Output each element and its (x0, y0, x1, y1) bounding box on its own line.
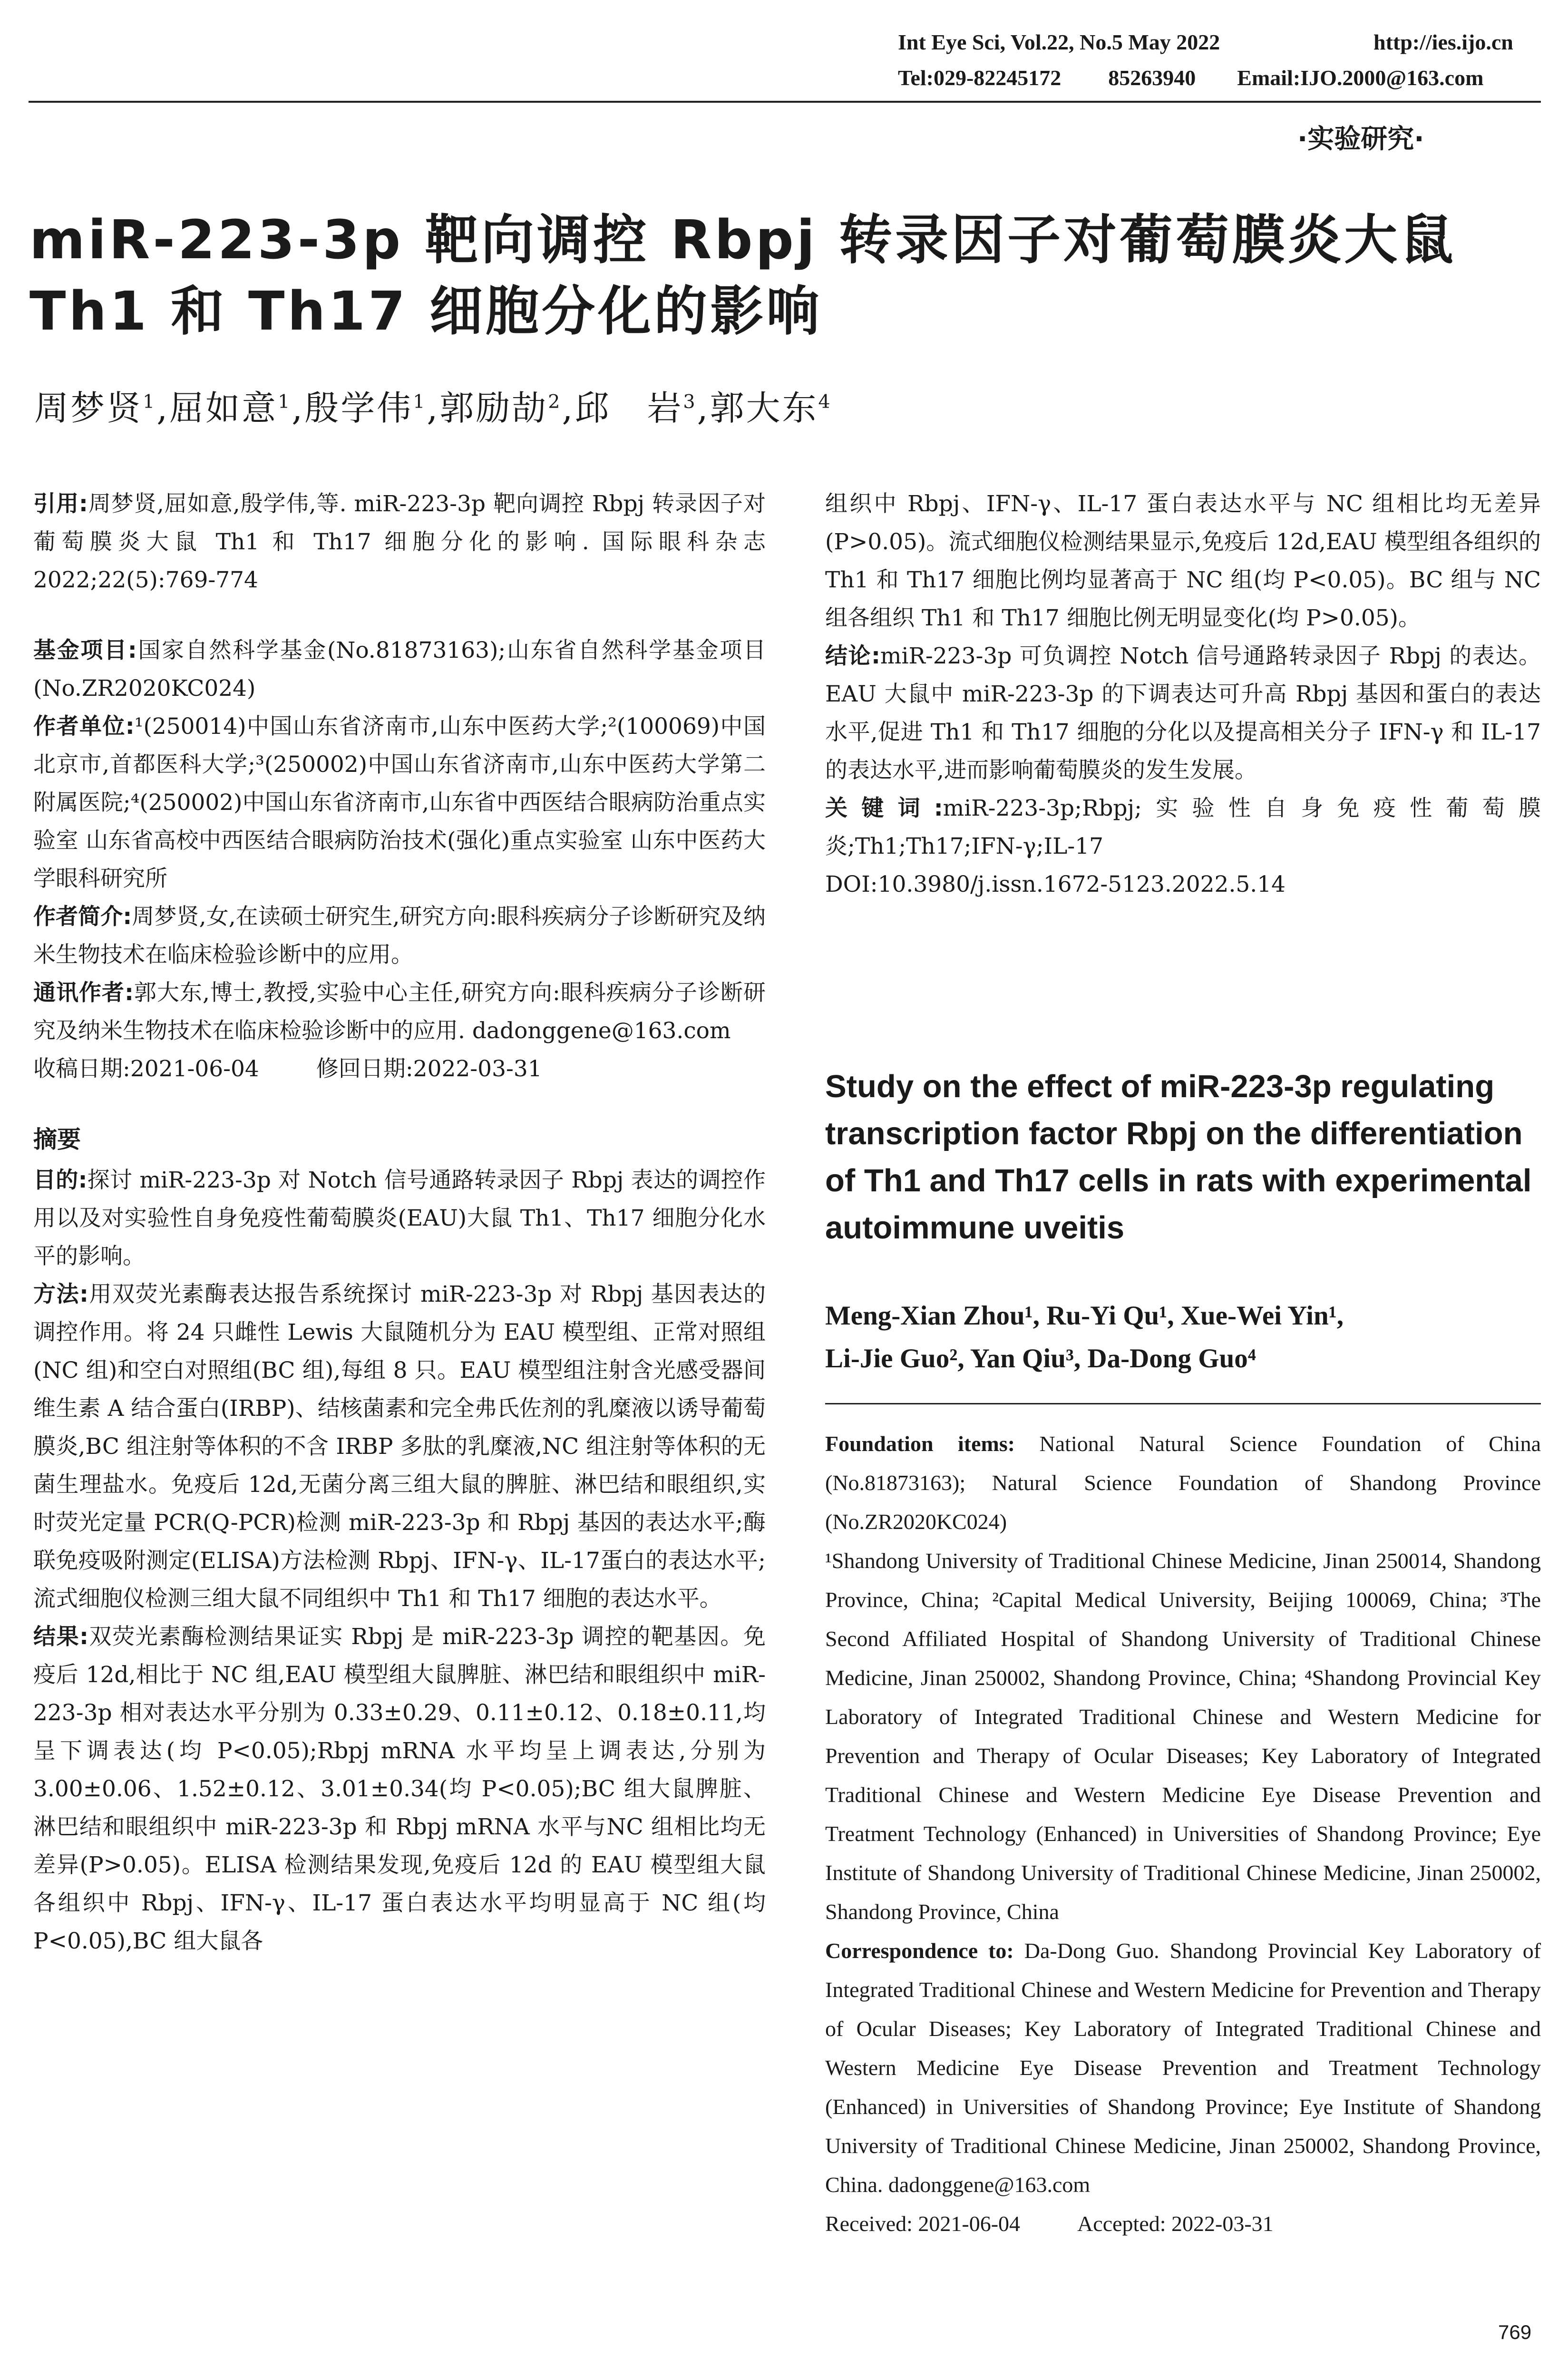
keywords-text: miR-223-3p;Rbpj;实验性自身免疫性葡萄膜炎;Th1;Th17;IFN-γ;IL-17 (825, 795, 1541, 859)
author-affiliation-mark: 1 (413, 391, 427, 413)
left-column (33, 485, 766, 1960)
foundation-text: National Natural Science Foundation of China (No.81873163); Natural Science Foundation of Shandong Province (No.ZR2020KC024) (825, 1432, 1541, 1534)
title-line-2: Th1 和 Th17 细胞分化的影响 (29, 281, 823, 342)
corresponding-text: 郭大东,博士,教授,实验中心主任,研究方向:眼科疾病分子诊断研究及纳米生物技术在临床检验诊断中的应用. dadonggene@163.com (33, 980, 766, 1044)
revised-date: 2022-03-31 (413, 1056, 542, 1082)
article-title (29, 205, 1542, 347)
bio-block (33, 898, 766, 974)
author: 殷学伟 (304, 388, 413, 428)
revised-label: 修回日期: (316, 1056, 413, 1082)
english-authors-line-1: Meng-Xian Zhou¹, Ru-Yi Qu¹, Xue-Wei Yin¹, (825, 1301, 1344, 1331)
fund-block (33, 632, 766, 708)
author-affiliation-mark: 3 (683, 391, 697, 413)
citation-block (33, 485, 766, 599)
unit-block (33, 708, 766, 898)
corresponding-block (33, 974, 766, 1050)
objective-block (33, 1161, 766, 1276)
fund-text: 国家自然科学基金(No.81873163);山东省自然科学基金项目(No.ZR2020KC024) (33, 637, 766, 701)
journal-header (898, 29, 1220, 55)
foundation-block (825, 1424, 1541, 1541)
unit-label: 作者单位: (33, 713, 135, 740)
received-label-en: Received: (825, 2211, 913, 2236)
conclusion-label: 结论: (825, 643, 880, 669)
journal-contact (898, 65, 1483, 90)
author-affiliation-mark: 2 (548, 391, 562, 413)
methods-text: 用双荧光素酶表达报告系统探讨 miR-223-3p 对 Rbpj 基因表达的调控作用。将 24 只雌性 Lewis 大鼠随机分为 EAU 模型组、正常对照组(NC 组)和空白对照组(BC 组),每组 8 只。EAU 模型组注射含光感受器间维生素 A 结合蛋白(IRBP)、结核菌素和完全弗氏佐剂的乳糜液以诱导葡萄膜炎,BC 组注射等体积的不含 IRBP 多肽的乳糜液,NC 组注射等体积的无菌生理盐水。免疫后 12d,无菌分离三组大鼠的脾脏、淋巴结和眼组织,实时荧光定量 PCR(Q-PCR)检测 miR-223-3p 和 Rbpj 基因的表达水平;酶联免疫吸附测定(ELISA)方法检测 Rbpj、IFN-γ、IL-17蛋白的表达水平;流式细胞仪检测三组大鼠不同组织中 Th1 和 Th17 细胞的表达水平。 (33, 1281, 766, 1612)
journal-tel: Tel:029-82245172 (898, 66, 1062, 90)
section-tag: ·实验研究· (1297, 124, 1424, 155)
right-column (825, 485, 1541, 904)
methods-label: 方法: (33, 1281, 88, 1307)
fund-label: 基金项目: (33, 637, 137, 663)
bio-label: 作者简介: (33, 904, 132, 930)
author: 周梦贤 (34, 388, 143, 428)
keywords-block (825, 789, 1541, 866)
page-number: 769 (1498, 2321, 1532, 2343)
header-rule (29, 101, 1541, 103)
correspondence-label: Correspondence to: (825, 1939, 1014, 1963)
journal-citation: Int Eye Sci, Vol.22, No.5 May 2022 (898, 30, 1220, 54)
english-dates (825, 2204, 1541, 2243)
journal-email[interactable]: Email:IJO.2000@163.com (1237, 66, 1484, 90)
journal-tel2: 85263940 (1108, 66, 1196, 90)
author: 屈如意 (169, 388, 278, 428)
citation-text: 周梦贤,屈如意,殷学伟,等. miR-223-3p 靶向调控 Rbpj 转录因子对葡萄膜炎大鼠 Th1 和 Th17 细胞分化的影响. 国际眼科杂志 2022;22(5):769-774 (33, 491, 766, 593)
conclusion-block (825, 637, 1541, 789)
results-continued: 组织中 Rbpj、IFN-γ、IL-17 蛋白表达水平与 NC 组相比均无差异(P>0.05)。流式细胞仪检测结果显示,免疫后 12d,EAU 模型组各组织的 Th1 和 Th17 细胞比例均显著高于 NC 组(均 P<0.05)。BC 组与 NC 组各组织 Th1 和 Th17 细胞比例无明显变化(均 P>0.05)。 (825, 491, 1541, 631)
unit-text: ¹(250014)中国山东省济南市,山东中医药大学;²(100069)中国北京市,首都医科大学;³(250002)中国山东省济南市,山东中医药大学第二附属医院;⁴(250002)中国山东省济南市,山东省中西医结合眼病防治重点实验室 山东省高校中西医结合眼病防治技术(强化)重点实验室 山东中医药大学眼科研究所 (33, 713, 766, 892)
english-title: Study on the effect of miR-223-3p regulating transcription factor Rbpj on the differentiation of Th1 and Th17 cells in rats with experimental autoimmune uveitis (825, 1069, 1532, 1246)
author-affiliation-mark: 1 (143, 391, 157, 413)
results-block (33, 1618, 766, 1960)
author: 邱 岩 (575, 388, 683, 428)
author-affiliation-mark: 1 (278, 391, 292, 413)
affiliations: ¹Shandong University of Traditional Chinese Medicine, Jinan 250014, Shandong Province, China; ²Capital Medical University, Beijing 100069, China; ³The Second Affiliated Hospital of Shandong University of Traditional Chinese Medicine, Jinan 250002, Shandong Province, China; ⁴Shandong Provincial Key Laboratory of Integrated Traditional Chinese and Western Medicine for Prevention and Therapy of Ocular Diseases; Key Laboratory of Integrated Traditional Chinese and Western Medicine Eye Disease Prevention and Treatment Technology (Enhanced) in Universities of Shandong Province; Eye Institute of Shandong University of Traditional Chinese Medicine, Jinan 250002, Shandong Province, China (825, 1549, 1541, 1924)
received-date: 2021-06-04 (130, 1056, 259, 1082)
foundation-label: Foundation items: (825, 1432, 1015, 1456)
corresponding-label: 通讯作者: (33, 980, 134, 1006)
received-date-en: 2021-06-04 (918, 2211, 1021, 2236)
accepted-label: Accepted: (1077, 2211, 1166, 2236)
keywords-label: 关键词: (825, 795, 943, 821)
objective-label: 目的: (33, 1167, 88, 1193)
english-authors-line-2: Li-Jie Guo², Yan Qiu³, Da-Dong Guo⁴ (825, 1344, 1256, 1374)
english-info (825, 1424, 1541, 2243)
citation-label: 引用: (33, 491, 88, 517)
title-line-1: miR-223-3p 靶向调控 Rbpj 转录因子对葡萄膜炎大鼠 (29, 209, 1457, 271)
english-rule (825, 1403, 1541, 1404)
methods-block (33, 1276, 766, 1618)
bio-text: 周梦贤,女,在读硕士研究生,研究方向:眼科疾病分子诊断研究及纳米生物技术在临床检验诊断中的应用。 (33, 904, 766, 968)
author: 郭大东 (710, 388, 818, 428)
dates-block (33, 1050, 766, 1088)
results-label: 结果: (33, 1624, 88, 1650)
conclusion-text: miR-223-3p 可负调控 Notch 信号通路转录因子 Rbpj 的表达。EAU 大鼠中 miR-223-3p 的下调表达可升高 Rbpj 基因和蛋白的表达水平,促进 Th1 和 Th17 细胞的分化以及提高相关分子 IFN-γ 和 IL-17 的表达水平,进而影响葡萄膜炎的发生发展。 (825, 643, 1541, 783)
english-authors (825, 1295, 1541, 1380)
correspondence-text: Da-Dong Guo. Shandong Provincial Key Laboratory of Integrated Traditional Chinese and Western Medicine for Prevention and Therapy of Ocular Diseases; Key Laboratory of Integrated Traditional Chinese and Western Medicine Eye Disease Prevention and Treatment Technology (Enhanced) in Universities of Shandong Province; Eye Institute of Shandong University of Traditional Chinese Medicine, Jinan 250002, Shandong Province, China. dadonggene@163.com (825, 1939, 1541, 2197)
correspondence-block (825, 1931, 1541, 2204)
author-affiliation-mark: 4 (818, 391, 832, 413)
objective-text: 探讨 miR-223-3p 对 Notch 信号通路转录因子 Rbpj 表达的调控作用以及对实验性自身免疫性葡萄膜炎(EAU)大鼠 Th1、Th17 细胞分化水平的影响。 (33, 1167, 766, 1269)
journal-url[interactable]: http://ies.ijo.cn (1373, 30, 1513, 54)
author-list: 周梦贤$^1$,屈如意$^1$,殷学伟$^1$,郭励劼$^2$,邱 岩$^3$,郭大东$^4$ (34, 388, 832, 428)
accepted-date: 2022-03-31 (1171, 2211, 1274, 2236)
doi[interactable]: DOI:10.3980/j.issn.1672-5123.2022.5.14 (825, 871, 1286, 897)
received-label: 收稿日期: (33, 1056, 130, 1082)
author: 郭励劼 (439, 388, 548, 428)
abstract-heading: 摘要 (33, 1126, 81, 1153)
results-text: 双荧光素酶检测结果证实 Rbpj 是 miR-223-3p 调控的靶基因。免疫后 12d,相比于 NC 组,EAU 模型组大鼠脾脏、淋巴结和眼组织中 miR-223-3p 相对表达水平分别为 0.33±0.29、0.11±0.12、0.18±0.11,均呈下调表达(均 P<0.05);Rbpj mRNA 水平均呈上调表达,分别为 3.00±0.06、1.52±0.12、3.01±0.34(均 P<0.05);BC 组大鼠脾脏、淋巴结和眼组织中 miR-223-3p 和 Rbpj mRNA 水平与NC 组相比均无差异(P>0.05)。ELISA 检测结果发现,免疫后 12d 的 EAU 模型组大鼠各组织中 Rbpj、IFN-γ、IL-17 蛋白表达水平均明显高于 NC 组(均 P<0.05),BC 组大鼠各 (33, 1624, 766, 1954)
